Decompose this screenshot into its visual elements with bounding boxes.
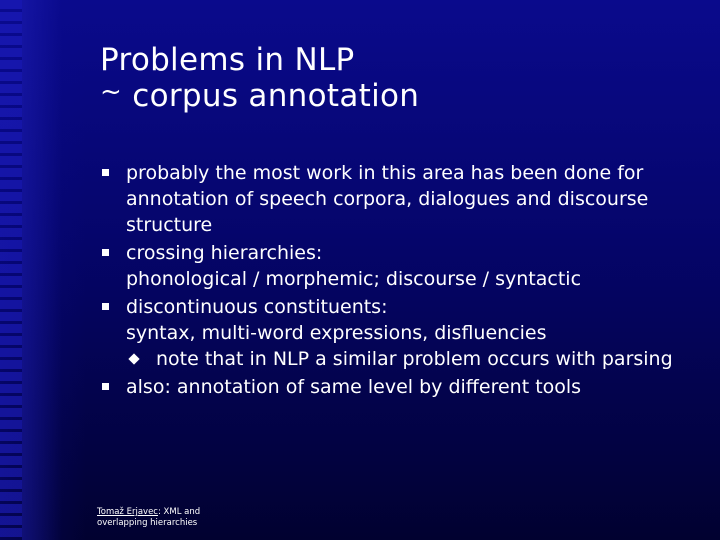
title-line-1: Problems in NLP <box>100 42 355 78</box>
square-bullet-icon <box>102 303 109 310</box>
slide-footer <box>97 507 200 529</box>
bullet-list <box>100 160 700 402</box>
footer-line-2: overlapping hierarchies <box>97 518 198 528</box>
bullet-text: discontinuous constituents: <box>126 296 388 318</box>
author-link[interactable]: Tomaž Erjavec <box>97 507 158 517</box>
footer-text: : XML and <box>157 507 201 517</box>
bullet-item <box>100 294 700 372</box>
left-gradient-stripe <box>22 0 62 540</box>
bullet-text: probably the most work in this area has been done for annotation of speech corpora, dialogues and discourse structure <box>126 162 649 236</box>
bullet-text-continued: syntax, multi-word expressions, disfluencies <box>126 322 547 344</box>
left-square-pattern <box>0 0 22 540</box>
bullet-item <box>100 160 700 238</box>
sub-bullet-text: note that in NLP a similar problem occurs with parsing <box>156 348 673 370</box>
slide-title <box>100 42 419 114</box>
title-line-2 <box>100 78 419 114</box>
bullet-text: crossing hierarchies: <box>126 242 323 264</box>
title-line-2-text: corpus annotation <box>132 78 420 114</box>
bullet-item <box>100 240 700 292</box>
sub-bullet-item <box>100 346 700 372</box>
square-bullet-icon <box>102 169 109 176</box>
bullet-text-continued: phonological / morphemic; discourse / syntactic <box>126 268 582 290</box>
title-tilde: ~ <box>100 77 123 107</box>
bullet-item <box>100 374 700 400</box>
square-bullet-icon <box>102 249 109 256</box>
diamond-bullet-icon <box>128 353 139 364</box>
bullet-text: also: annotation of same level by different tools <box>126 376 582 398</box>
square-bullet-icon <box>102 383 109 390</box>
